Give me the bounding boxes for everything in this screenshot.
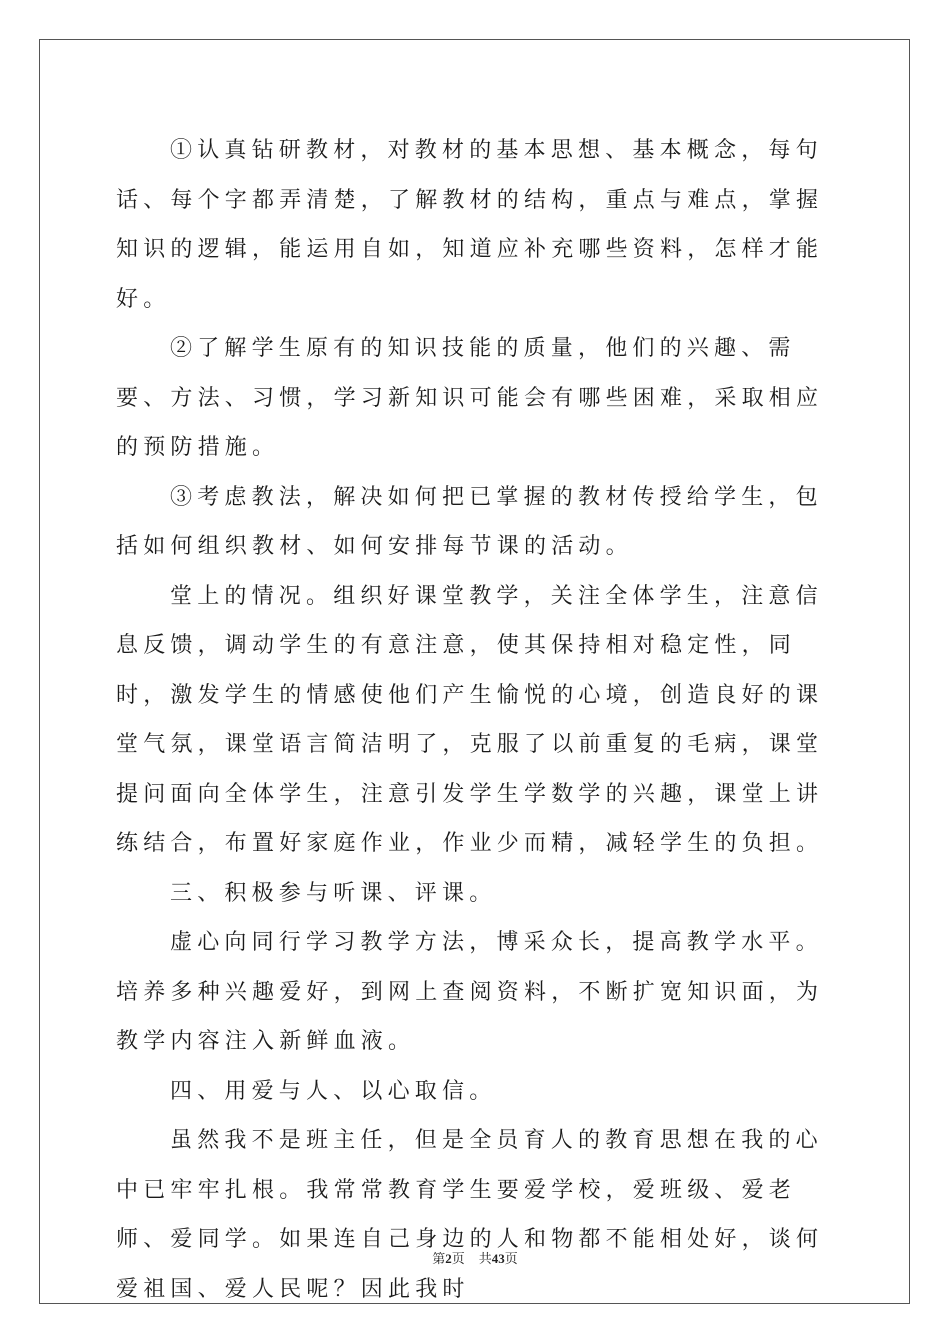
total-prefix: 共 [478,1252,492,1267]
total-pages: 43 [491,1251,505,1266]
section-heading-four: 四、用爱与人、以心取信。 [170,1078,497,1104]
paragraph-educate-everyone: 虽然我不是班主任，但是全员育人的教育思想在我的心中已牢牢扎根。我常常教育学生要爱学校，爱班级、爱老师、爱同学。如果连自己身边的人和物都不能相处好，谈何爱祖国、爱人民呢？因此我时 [116,1128,824,1302]
page-suffix: 页 [451,1252,465,1267]
total-suffix: 页 [504,1252,518,1267]
paragraph-classroom: 堂上的情况。组织好课堂教学，关注全体学生，注意信息反馈，调动学生的有意注意，使其保持相对稳定性，同时，激发学生的情感使他们产生愉悦的心境，创造良好的课堂气氛，课堂语言简洁明了，克服了以前重复的毛病，课堂提问面向全体学生，注意引发学生学数学的兴趣，课堂上讲练结合，布置好家庭作业，作业少而精，减轻学生的负担。 [116,583,824,856]
paragraph-understand-students: ②了解学生原有的知识技能的质量，他们的兴趣、需要、方法、习惯，学习新知识可能会有哪些困难，采取相应的预防措施。 [116,336,824,460]
section-heading-three: 三、积极参与听课、评课。 [170,880,497,906]
page-footer [0,1248,950,1267]
document-body [116,126,836,1314]
paragraph-teaching-method: ③考虑教法，解决如何把已掌握的教材传授给学生，包括如何组织教材、如何安排每节课的活动。 [116,484,823,559]
page-number: 2 [445,1251,452,1266]
paragraph-study-textbook: ①认真钻研教材，对教材的基本思想、基本概念，每句话、每个字都弄清楚，了解教材的结构，重点与难点，掌握知识的逻辑，能运用自如，知道应补充哪些资料，怎样才能好。 [116,138,824,312]
paragraph-learn-from-peers: 虚心向同行学习教学方法，博采众长，提高教学水平。培养多种兴趣爱好，到网上查阅资料，不断扩宽知识面，为教学内容注入新鲜血液。 [116,930,824,1054]
page-prefix: 第 [432,1252,446,1267]
